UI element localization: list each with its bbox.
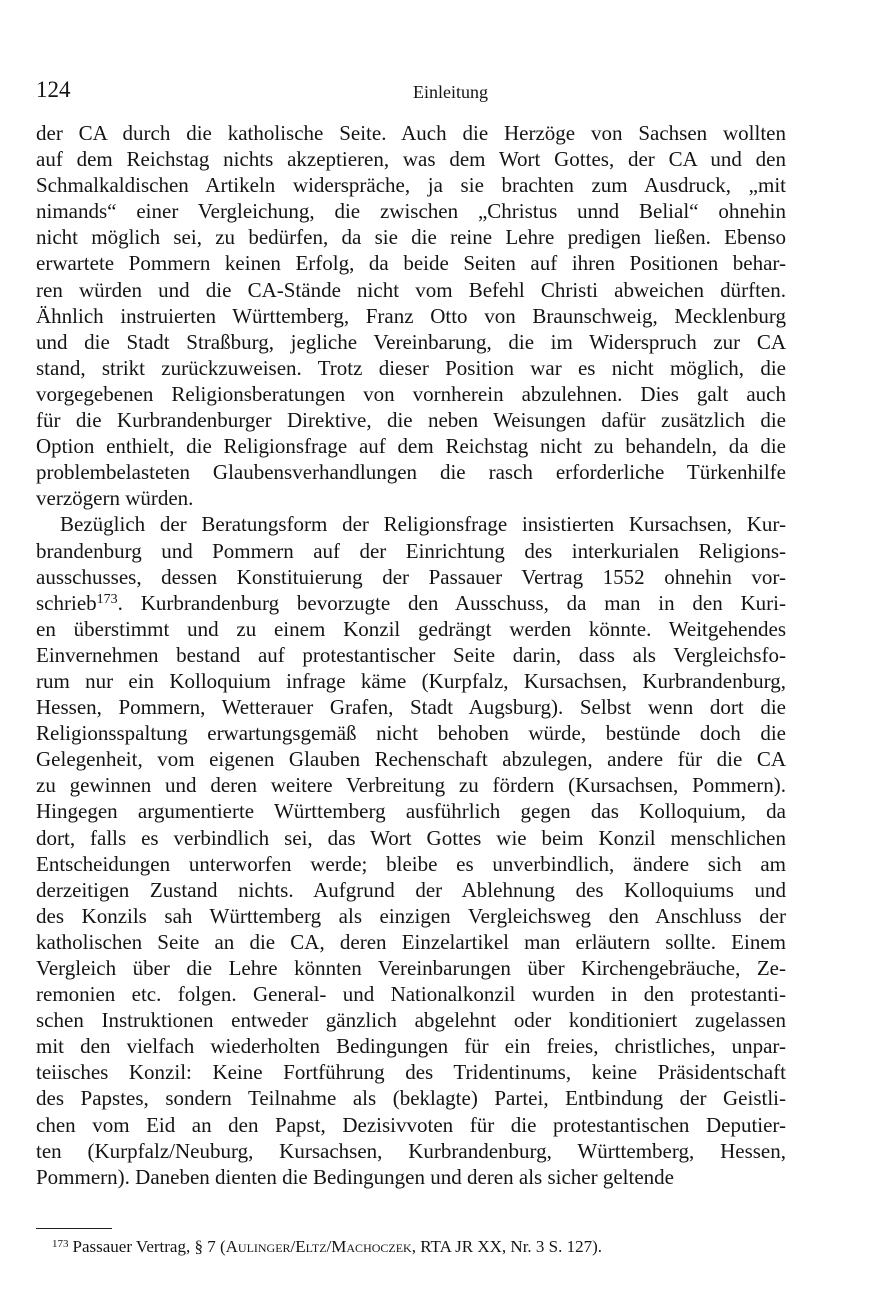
text-line: en überstimmt und zu einem Konzil gedrängt werden könnte. Weitgehendes xyxy=(36,616,786,641)
text-line: Bezüglich der Beratungsform der Religionsfrage insistierten Kursachsen, Kur- xyxy=(60,512,786,537)
footnote xyxy=(52,1236,602,1258)
text-line: ren würden und die CA-Stände nicht vom Befehl Christi abweichen dürften. xyxy=(36,277,786,302)
text-line: Hessen, Pommern, Wetterauer Grafen, Stadt Augsburg). Selbst wenn dort die xyxy=(36,695,786,720)
footnote-text-before: Passauer Vertrag, § 7 ( xyxy=(72,1237,226,1256)
paragraph xyxy=(36,511,786,1189)
text-line: Ähnlich instruierten Württemberg, Franz Otto von Braunschweig, Mecklenburg xyxy=(36,303,786,328)
text-line: Option enthielt, die Religionsfrage auf dem Reichstag nicht zu behandeln, da die xyxy=(36,434,786,459)
text-line: schen Instruktionen entweder gänzlich abgelehnt oder konditioniert zugelassen xyxy=(36,1008,786,1033)
footnote-separator xyxy=(36,1228,112,1229)
text-line: rum nur ein Kolloquium infrage käme (Kurpfalz, Kursachsen, Kurbrandenburg, xyxy=(36,668,786,693)
footnote-number: 173 xyxy=(52,1238,69,1250)
text-line: brandenburg und Pommern auf der Einrichtung des interkurialen Religions- xyxy=(36,538,786,563)
text-line xyxy=(36,590,786,616)
footnote-text-after: , RTA JR XX, Nr. 3 S. 127). xyxy=(411,1237,603,1256)
text-line: nimands“ einer Vergleichung, die zwischen „Christus unnd Belial“ ohnehin xyxy=(36,199,786,224)
line-segment: . Kurbrandenburg bevorzugte den Ausschuss, da man in den Kuri- xyxy=(117,590,786,615)
line-segment: schrieb xyxy=(36,590,97,615)
text-line: Religionsspaltung erwartungsgemäß nicht behoben würde, bestünde doch die xyxy=(36,721,786,746)
text-line: katholischen Seite an die CA, deren Einzelartikel man erläutern sollte. Einem xyxy=(36,929,786,954)
text-line: ausschusses, dessen Konstituierung der Passauer Vertrag 1552 ohnehin vor- xyxy=(36,564,786,589)
text-line: des Papstes, sondern Teilnahme als (beklagte) Partei, Entbindung der Geistli- xyxy=(36,1086,786,1111)
paragraph xyxy=(36,120,786,511)
footnote-authors: Aulinger/Eltz/Machoczek xyxy=(225,1237,412,1256)
text-line: remonien etc. folgen. General- und Nationalkonzil wurden in den protestanti- xyxy=(36,982,786,1007)
text-line: stand, strikt zurückzuweisen. Trotz dieser Position war es nicht möglich, die xyxy=(36,355,786,380)
text-line: verzögern würden. xyxy=(36,486,194,511)
text-line: Hingegen argumentierte Württemberg ausführlich gegen das Kolloquium, da xyxy=(36,799,786,824)
text-line: teiisches Konzil: Keine Fortführung des Tridentinums, keine Präsidentschaft xyxy=(36,1060,786,1085)
text-line: und die Stadt Straßburg, jegliche Vereinbarung, die im Widerspruch zur CA xyxy=(36,329,786,354)
text-line: mit den vielfach wiederholten Bedingungen für ein freies, christliches, unpar- xyxy=(36,1034,786,1059)
text-line: problembelasteten Glaubensverhandlungen die rasch erforderliche Türkenhilfe xyxy=(36,460,786,485)
running-title: Einleitung xyxy=(413,82,488,102)
text-line: zu gewinnen und deren weitere Verbreitung zu fördern (Kursachsen, Pommern). xyxy=(36,773,786,798)
text-line: Pommern). Daneben dienten die Bedingungen und deren als sicher geltende xyxy=(36,1164,674,1189)
footnote-reference: 173 xyxy=(96,591,118,607)
text-line: dort, falls es verbindlich sei, das Wort Gottes wie beim Konzil menschlichen xyxy=(36,825,786,850)
text-line: Einvernehmen bestand auf protestantischer Seite darin, dass als Vergleichsfo- xyxy=(36,642,786,667)
text-line: ten (Kurpfalz/Neuburg, Kursachsen, Kurbrandenburg, Württemberg, Hessen, xyxy=(36,1138,786,1163)
text-line: derzeitigen Zustand nichts. Aufgrund der Ablehnung des Kolloquiums und xyxy=(36,877,786,902)
text-line: Gelegenheit, vom eigenen Glauben Rechenschaft abzulegen, andere für die CA xyxy=(36,747,786,772)
page-number: 124 xyxy=(36,77,71,102)
text-line: für die Kurbrandenburger Direktive, die neben Weisungen dafür zusätzlich die xyxy=(36,408,786,433)
text-line: Schmalkaldischen Artikeln widerspräche, ja sie brachten zum Ausdruck, „mit xyxy=(36,173,786,198)
text-line: Entscheidungen unterworfen werde; bleibe es unverbindlich, ändere sich am xyxy=(36,851,786,876)
body-text xyxy=(36,120,786,1190)
paragraphs xyxy=(36,120,786,1190)
text-line: chen vom Eid an den Papst, Dezisivvoten für die protestantischen Deputier- xyxy=(36,1112,786,1137)
text-line: auf dem Reichstag nichts akzeptieren, was dem Wort Gottes, der CA und den xyxy=(36,147,786,172)
text-line: Vergleich über die Lehre könnten Vereinbarungen über Kirchengebräuche, Ze- xyxy=(36,956,786,980)
text-line: nicht möglich sei, zu bedürfen, da sie die reine Lehre predigen ließen. Ebenso xyxy=(36,225,786,250)
text-line: der CA durch die katholische Seite. Auch die Herzöge von Sachsen wollten xyxy=(36,121,786,145)
text-line: vorgegebenen Religionsberatungen von vornherein abzulehnen. Dies galt auch xyxy=(36,381,786,406)
text-line: erwartete Pommern keinen Erfolg, da beide Seiten auf ihren Positionen behar- xyxy=(36,251,786,276)
text-line: des Konzils sah Württemberg als einzigen Vergleichsweg den Anschluss der xyxy=(36,903,786,928)
